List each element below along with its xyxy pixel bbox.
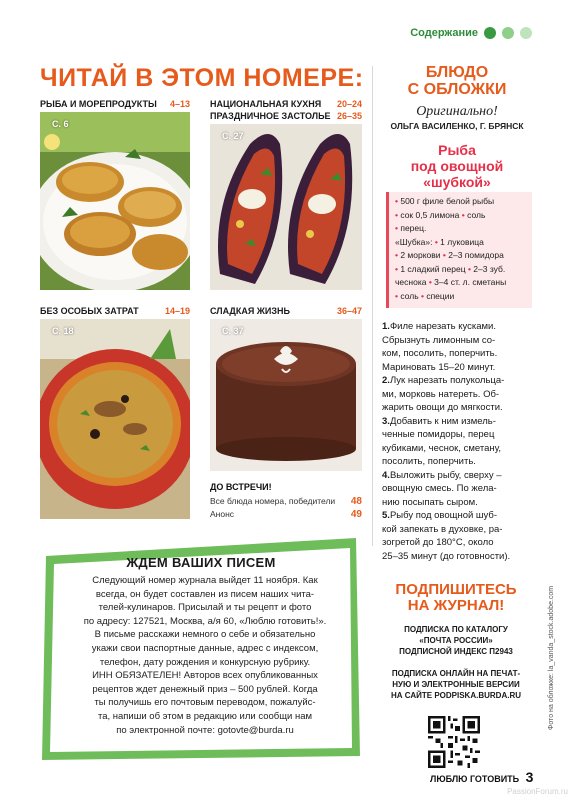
stuffed-eggplant-image [210,124,362,290]
step-text: ми, морковь натереть. Об- [382,388,500,400]
section-title: СЛАДКАЯ ЖИЗНЬ [210,306,291,316]
subscribe-title [376,582,536,614]
subscribe-catalog [376,624,536,657]
letters-line: ИНН ОБЯЗАТЕЛЕН! Авторов всех опубликованных [92,670,318,682]
page-number: 3 [525,769,534,785]
soup-image [40,319,190,519]
section-pages: 14–19 [164,306,190,316]
column-divider [372,66,373,546]
catalog-line: ПОДПИСНОЙ ИНДЕКС П2943 [399,647,513,656]
step-number: 5. [382,510,390,521]
letters-line: укажи свои паспортные данные, адрес с индексом, [91,642,319,654]
section-heading-festive[interactable] [210,111,362,121]
step-line [382,320,532,334]
ingredient-line: • сок 0,5 лимона • соль [395,209,486,220]
step-text: жарить овощи до мягкости. [382,402,503,413]
section-pages: 36–47 [336,306,362,316]
page-tag: С. 6 [52,119,69,129]
section-pages: 26–35 [336,111,362,121]
cover-tagline: Оригинально! [416,104,498,119]
section-pages: 20–24 [336,99,362,109]
step-line [382,550,532,564]
header-dot [502,27,514,39]
step-line [382,347,532,361]
fish-cutlets-image [40,112,190,290]
step-line [382,536,532,550]
section-heading-budget[interactable] [40,306,190,316]
photo-soup[interactable] [40,319,190,519]
step-text: Добавить к ним измель- [389,415,496,427]
letters-line[interactable]: по электронной почте: gotovte@burda.ru [116,724,294,736]
step-line [382,509,532,523]
section-heading-national[interactable] [210,99,362,109]
online-line: НУЮ И ЭЛЕКТРОННЫЕ ВЕРСИИ [392,680,520,689]
ingredient-line: • перец. [395,223,427,233]
cover-dish-title [382,64,532,98]
step-text: Мариновать 15–20 минут. [382,361,496,373]
section-title: ПРАЗДНИЧНОЕ ЗАСТОЛЬЕ [210,111,331,121]
ingredient-line: • 500 г филе белой рыбы [395,196,495,206]
step-text: Филе нарезать кусками. [389,321,496,332]
header-dot [484,27,496,39]
step-text: овощную смесь. По жела- [382,483,497,494]
toc-line-all-dishes[interactable] [210,496,362,507]
toc-line-page: 49 [350,509,362,520]
step-text: ком, посолить, поперчить. [382,348,498,359]
catalog-line: «ПОЧТА РОССИИ» [419,636,493,645]
step-text: Сбрызнуть лимонным со- [382,334,496,346]
recipe-title [382,142,532,190]
photo-fish-cutlets[interactable] [40,112,190,290]
step-line [382,523,532,537]
step-text: 25–35 минут (до готовности). [382,550,511,562]
qr-code-icon[interactable] [428,716,480,768]
ingredient-line: «Шубка»: • 1 луковица [395,236,484,247]
page-tag: С. 27 [222,131,244,141]
step-text: нию посыпать сыром. [382,496,478,508]
step-line [382,469,532,483]
step-number: 2. [382,375,390,386]
step-line [382,334,532,348]
letters-line: по адресу: 127521, Москва, а/я 60, «Люблю готовить!». [83,615,327,627]
letters-line: та, напиши об этом в редакцию или сообщи нам [97,710,313,722]
letters-line: В письме расскажи немного о себе и обязательно [94,629,316,641]
watermark: PassionForum.ru [507,787,568,796]
magazine-name: ЛЮБЛЮ ГОТОВИТЬ [430,774,520,784]
page-tag: С. 18 [52,326,74,336]
subscribe-online[interactable] [376,668,536,701]
step-line [382,496,532,510]
step-text: посолить, поперчить. [382,456,476,467]
section-pages: 4–13 [169,99,190,109]
step-line [382,442,532,456]
step-line [382,374,532,388]
toc-line-label: Все блюда номера, победители [210,496,336,506]
letters-line: ты получишь его почтовым переводом, пожалуйс- [94,697,316,709]
ingredient-line: чеснока • 3–4 ст. л. сметаны [395,277,507,287]
online-line: НА САЙТЕ PODPISKA.BURDA.RU [391,691,521,700]
step-text: зогретой до 180°С, около [382,537,494,548]
subscribe-title-line: ПОДПИШИТЕСЬ [395,581,517,598]
cover-title-line: С ОБЛОЖКИ [407,81,507,98]
step-line [382,482,532,496]
section-title: БЕЗ ОСОБЫХ ЗАТРАТ [40,306,139,316]
recipe-steps [382,320,532,563]
letters-line: телей-кулинаров. Присылай и ты рецепт и фото [98,602,312,614]
subscribe-title-line: НА ЖУРНАЛ! [407,597,505,614]
photo-stuffed-eggplant[interactable] [210,124,362,290]
ingredient-line: • соль • специи [395,290,455,301]
ingredient-line: • 2 моркови • 2–3 помидора [395,250,504,260]
letters-line: телефон, дату рождения и конкурсную рубрику. [99,656,311,668]
toc-header [410,27,532,39]
recipe-title-line: под овощной [410,158,504,174]
toc-line-page: 48 [350,496,362,507]
section-heading-fish[interactable] [40,99,190,109]
cover-title-line: БЛЮДО [425,64,489,81]
page-footer [430,769,533,785]
ingredient-line: • 1 сладкий перец • 2–3 зуб. [395,263,506,274]
section-title: НАЦИОНАЛЬНАЯ КУХНЯ [210,99,322,109]
header-dot [520,27,532,39]
goodbye-title: ДО ВСТРЕЧИ! [210,482,272,492]
step-text: кой запекать в духовке, ра- [382,523,503,535]
online-line: ПОДПИСКА ОНЛАЙН НА ПЕЧАТ- [391,669,521,678]
step-text: Выложить рыбу, сверху – [389,469,502,481]
toc-line-announcement[interactable] [210,509,362,520]
section-title: РЫБА И МОРЕПРОДУКТЫ [40,99,157,109]
step-text: кубиками, чеснок, сметану, [382,442,502,454]
step-line [382,401,532,415]
recipe-author: ОЛЬГА ВАСИЛЕНКО, Г. БРЯНСК [390,121,524,131]
step-text: ченные помидоры, перец [382,429,495,440]
page-tag: С. 37 [222,326,244,336]
letters-line: Следующий номер журнала выйдет 11 ноября. Как [92,575,318,586]
toc-line-label: Анонс [210,509,235,519]
letters-box [40,534,362,762]
photo-chocolate-cake[interactable] [210,319,362,471]
ingredients-box [386,192,532,308]
chocolate-cake-image [210,319,362,471]
step-number: 3. [382,415,390,427]
letters-body [60,574,350,737]
step-line [382,415,532,429]
step-line [382,388,532,402]
photo-credit: Фото на обложке: la_vanda_stock.adobe.com [548,585,555,730]
section-label: Содержание [410,27,478,39]
recipe-title-line: Рыба [438,142,476,158]
catalog-line: ПОДПИСКА ПО КАТАЛОГУ [404,625,508,634]
step-number: 4. [382,469,390,481]
step-text: Лук нарезать полукольца- [389,375,505,386]
letters-title: ЖДЕМ ВАШИХ ПИСЕМ [126,555,276,570]
recipe-title-line: «шубкой» [423,174,491,190]
step-line [382,361,532,375]
step-line [382,455,532,469]
letters-line: рецептов ждет денежный приз – 500 рублей. Когда [92,683,318,695]
step-line [382,428,532,442]
section-heading-sweet[interactable] [210,306,362,316]
step-number: 1. [382,321,390,332]
step-text: Рыбу под овощной шуб- [389,510,498,521]
main-title: ЧИТАЙ В ЭТОМ НОМЕРЕ: [40,64,364,92]
letters-line: всегда, он будет составлен из писем наших чита- [95,588,315,600]
